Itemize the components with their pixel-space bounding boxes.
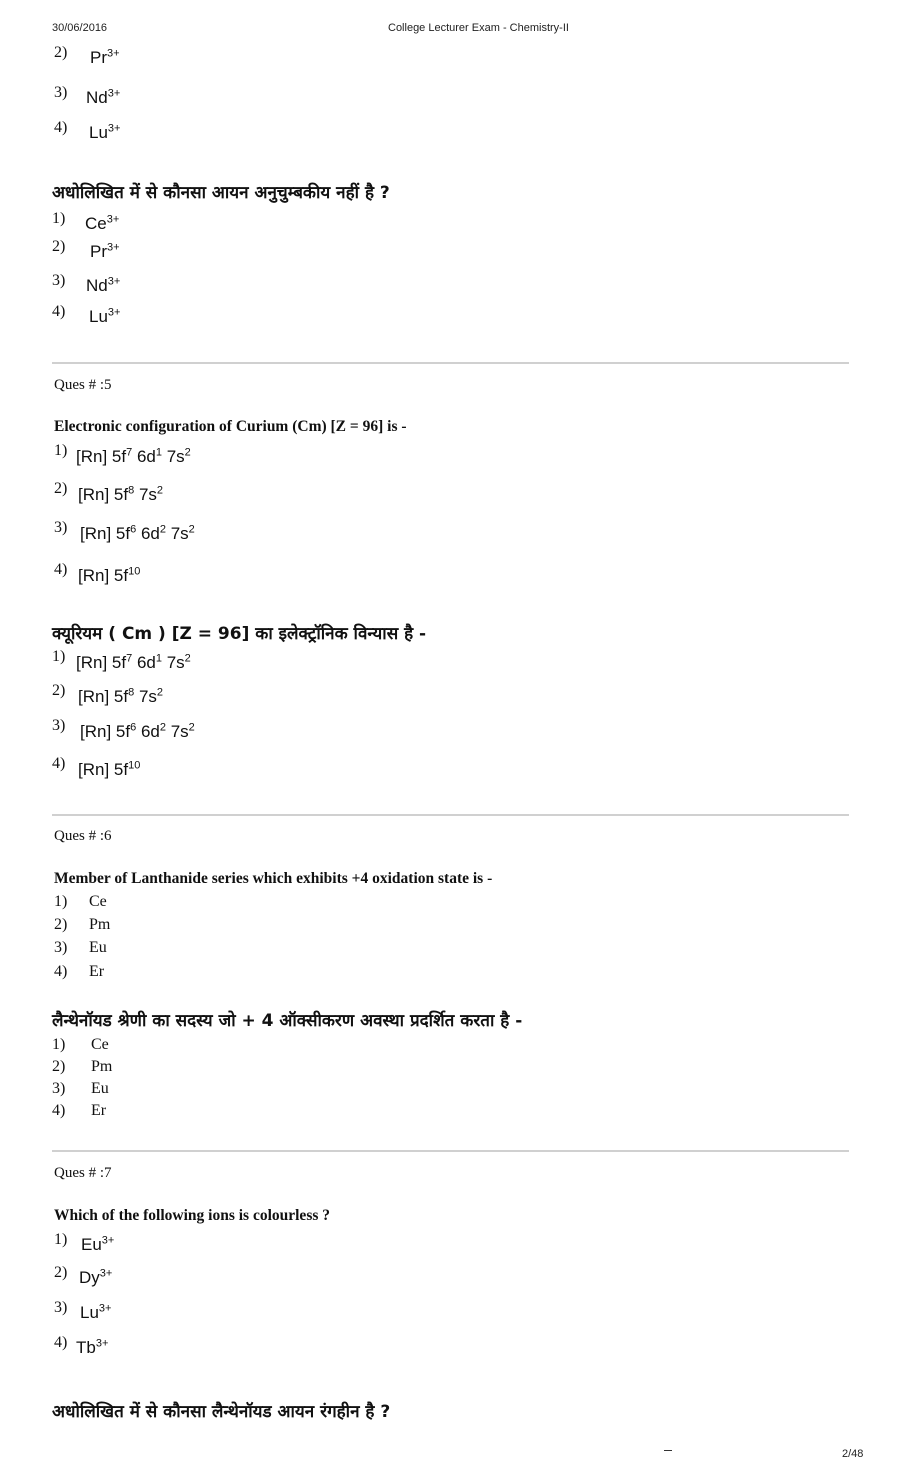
option-number: 2): [54, 480, 68, 497]
option-configuration: [78, 485, 163, 505]
option-number: 3): [52, 717, 66, 734]
option-number: 2): [54, 1264, 68, 1281]
orbital: [Rn] 5f: [76, 447, 127, 466]
option-text: Er: [91, 1102, 107, 1119]
ion-symbol: Nd: [86, 276, 108, 295]
orbital: [Rn] 5f: [80, 722, 131, 741]
option-number: 3): [54, 519, 68, 536]
ion-charge: 3+: [107, 275, 121, 288]
option-ion: [80, 1303, 111, 1323]
ion-charge: 3+: [107, 122, 121, 135]
question-4-hindi-text: अधोलिखित में से कौनसा आयन अनुचुम्बकीय नहीं है ?: [52, 183, 390, 203]
option-ion: [86, 276, 120, 296]
orbital: 7s: [161, 653, 185, 672]
header-date: 30/06/2016: [52, 22, 108, 34]
option-number: 3): [54, 1299, 68, 1316]
ion-symbol: Pr: [90, 48, 107, 67]
divider: [52, 362, 849, 364]
orbital: [Rn] 5f: [76, 653, 127, 672]
ion-charge: 3+: [101, 1234, 115, 1247]
orbital: 7s: [134, 485, 157, 504]
option-number: 2): [52, 238, 66, 255]
option-configuration: [80, 722, 195, 742]
ion-charge: 3+: [107, 47, 120, 60]
electron-count: 2: [188, 721, 195, 734]
electron-count: 2: [156, 686, 164, 699]
electron-count: 1: [155, 446, 162, 459]
option-number: 3): [54, 84, 68, 101]
option-text: Eu: [89, 939, 107, 956]
option-number: 3): [54, 939, 68, 956]
ion-symbol: Pr: [90, 242, 107, 261]
ion-charge: 3+: [106, 213, 120, 226]
ion-symbol: Eu: [81, 1235, 102, 1254]
electron-count: 2: [159, 523, 166, 536]
option-configuration: [78, 760, 140, 780]
question-6-hindi-text: लैन्थेनॉयड श्रेणी का सदस्य जो + 4 ऑक्सीकरण अवस्था प्रदर्शित करता है -: [52, 1011, 523, 1031]
option-text: Pm: [91, 1058, 113, 1075]
orbital: 6d: [132, 447, 156, 466]
orbital: 7s: [165, 524, 189, 543]
orbital: [Rn] 5f: [78, 760, 129, 779]
option-number: 1): [52, 648, 66, 665]
ion-symbol: Lu: [80, 1303, 99, 1322]
orbital: [Rn] 5f: [78, 566, 129, 585]
electron-count: 8: [128, 484, 135, 497]
electron-count: 8: [128, 686, 135, 699]
option-text: Eu: [91, 1080, 109, 1097]
ion-symbol: Tb: [76, 1338, 96, 1357]
orbital: 6d: [136, 722, 160, 741]
ion-charge: 3+: [107, 87, 121, 100]
electron-count: 7: [126, 652, 133, 665]
option-ion: [89, 123, 120, 143]
option-configuration: [78, 566, 140, 586]
question-5-label: Ques # :5: [54, 377, 112, 393]
option-number: 3): [52, 1080, 66, 1097]
electron-count: 10: [128, 759, 141, 772]
option-number: 2): [54, 44, 68, 61]
question-7-english-text: Which of the following ions is colourless ?: [54, 1207, 331, 1224]
ion-symbol: Ce: [85, 214, 107, 233]
option-number: 1): [52, 210, 66, 227]
option-number: 4): [54, 1334, 68, 1351]
ion-charge: 3+: [99, 1267, 113, 1280]
option-number: 1): [54, 1231, 68, 1248]
orbital: 7s: [161, 447, 185, 466]
question-5-hindi-text: क्यूरियम ( Cm ) [Z = 96] का इलेक्ट्रॉनिक विन्यास है -: [52, 624, 427, 644]
option-ion: [86, 88, 120, 108]
electron-count: 2: [184, 446, 191, 459]
option-ion: [81, 1235, 114, 1255]
option-ion: [89, 307, 120, 327]
divider: [52, 1150, 849, 1152]
option-ion: [79, 1268, 112, 1288]
ion-charge: 3+: [107, 241, 120, 254]
orbital: [Rn] 5f: [80, 524, 131, 543]
question-7-hindi-text: अधोलिखित में से कौनसा लैन्थेनॉयड आयन रंगहीन है ?: [52, 1402, 391, 1422]
orbital: 7s: [134, 687, 157, 706]
option-number: 1): [54, 442, 68, 459]
option-number: 1): [54, 893, 68, 910]
electron-count: 10: [128, 565, 141, 578]
ion-charge: 3+: [107, 306, 121, 319]
option-number: 4): [54, 119, 68, 136]
electron-count: 2: [159, 721, 166, 734]
electron-count: 2: [184, 652, 191, 665]
orbital: [Rn] 5f: [78, 485, 129, 504]
option-text: Ce: [89, 893, 107, 910]
option-number: 2): [52, 682, 66, 699]
divider: [52, 814, 849, 816]
option-number: 2): [54, 916, 68, 933]
option-configuration: [76, 447, 191, 467]
option-text: Pm: [89, 916, 111, 933]
orbital: [Rn] 5f: [78, 687, 129, 706]
option-number: 3): [52, 272, 66, 289]
option-ion: [90, 242, 120, 262]
option-number: 1): [52, 1036, 66, 1053]
electron-count: 7: [126, 446, 133, 459]
ion-symbol: Lu: [89, 307, 108, 326]
option-configuration: [80, 524, 195, 544]
electron-count: 2: [188, 523, 195, 536]
ion-charge: 3+: [98, 1302, 112, 1315]
option-number: 4): [52, 1102, 66, 1119]
orbital: 6d: [136, 524, 160, 543]
question-5-english-text: Electronic configuration of Curium (Cm) [Z = 96] is -: [54, 418, 407, 435]
option-text: Er: [89, 963, 105, 980]
option-configuration: [76, 653, 191, 673]
option-configuration: [78, 687, 163, 707]
question-6-english-text: Member of Lanthanide series which exhibits +4 oxidation state is -: [54, 870, 493, 887]
option-number: 4): [54, 963, 68, 980]
option-number: 4): [54, 561, 68, 578]
electron-count: 6: [130, 523, 137, 536]
electron-count: 6: [130, 721, 137, 734]
orbital: 6d: [132, 653, 156, 672]
header-title: College Lecturer Exam - Chemistry-II: [388, 22, 569, 34]
ion-symbol: Dy: [79, 1268, 100, 1287]
ion-symbol: Lu: [89, 123, 108, 142]
option-text: Ce: [91, 1036, 109, 1053]
electron-count: 1: [155, 652, 162, 665]
footer-mark: [664, 1450, 672, 1451]
question-6-label: Ques # :6: [54, 828, 112, 844]
option-ion: [90, 48, 120, 68]
option-number: 2): [52, 1058, 66, 1075]
option-number: 4): [52, 755, 66, 772]
question-7-label: Ques # :7: [54, 1165, 112, 1181]
ion-symbol: Nd: [86, 88, 108, 107]
option-ion: [85, 214, 119, 234]
ion-charge: 3+: [95, 1337, 109, 1350]
electron-count: 2: [156, 484, 164, 497]
option-number: 4): [52, 303, 66, 320]
footer-page-number: 2/48: [842, 1448, 864, 1460]
orbital: 7s: [165, 722, 189, 741]
option-ion: [76, 1338, 108, 1358]
